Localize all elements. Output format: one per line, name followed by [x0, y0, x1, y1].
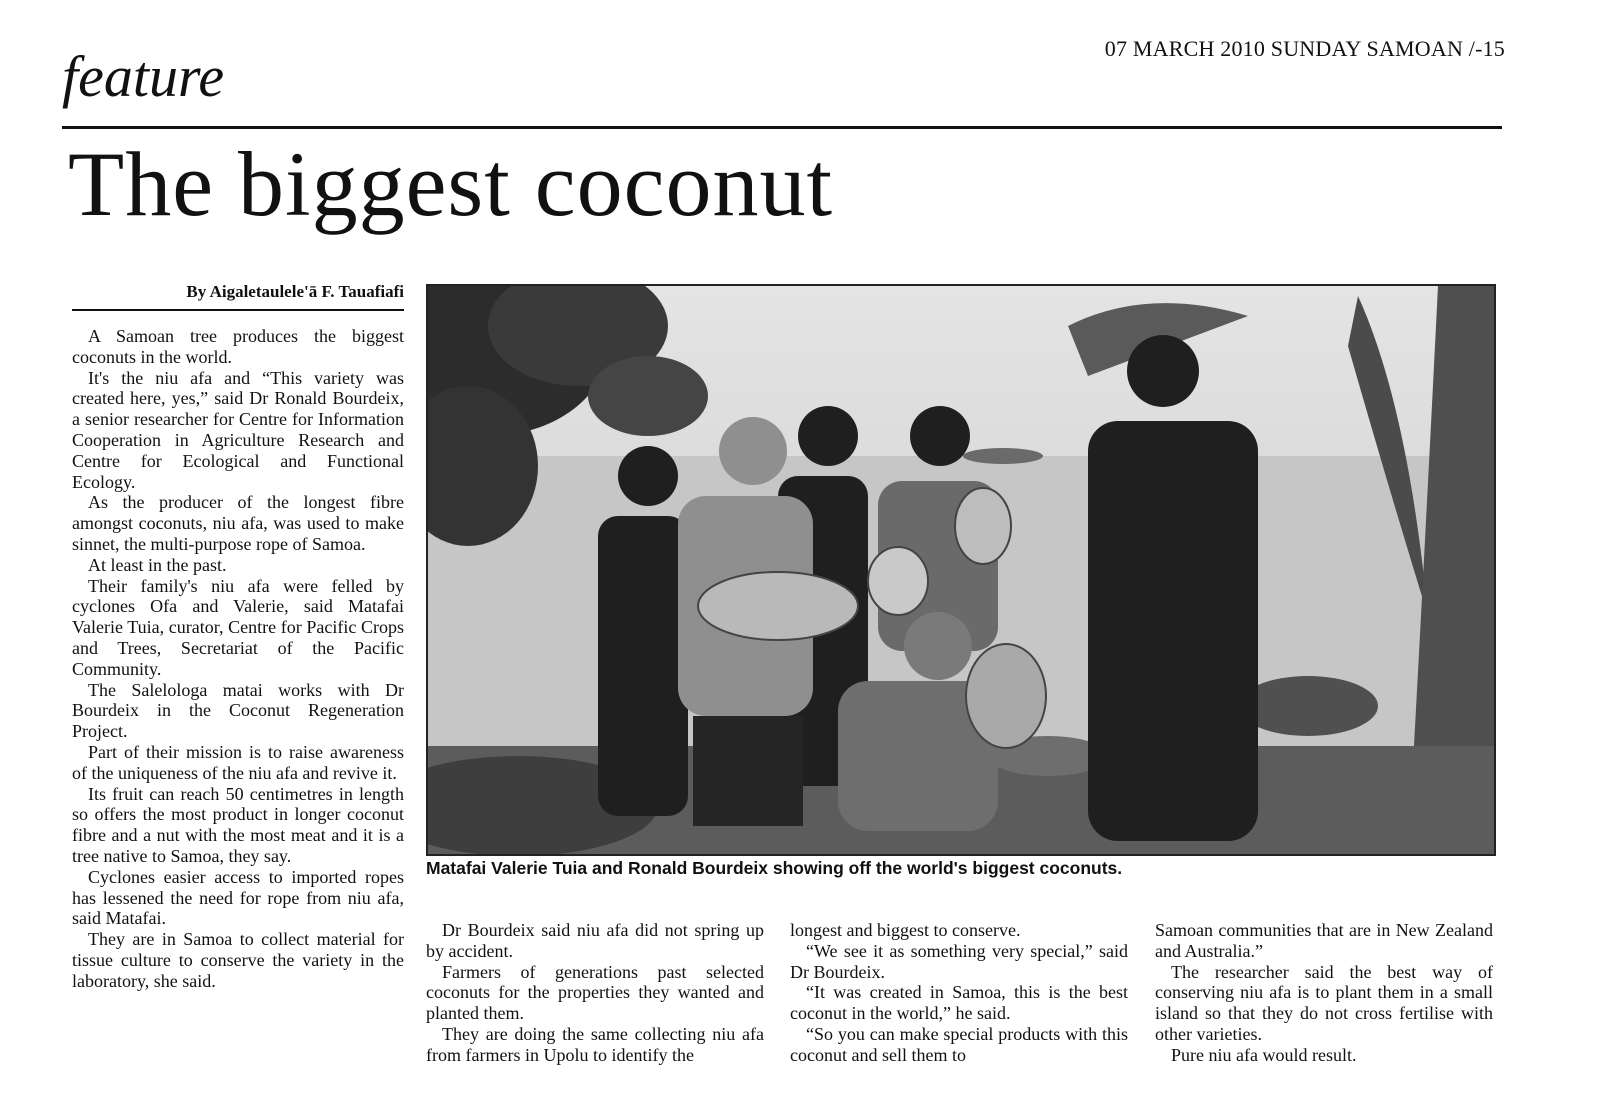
photo-illustration: [428, 286, 1494, 854]
article-column-4: [1155, 920, 1493, 1066]
section-label: feature: [62, 44, 225, 109]
paragraph: They are in Samoa to collect material for tissue culture to conserve the variety in the laboratory, she said.: [72, 929, 404, 991]
paragraph: Its fruit can reach 50 centimetres in length so offers the most product in longer coconut fibre and a nut with the most meat and it is a tree native to Samoa, they say.: [72, 783, 404, 866]
paragraph: Pure niu afa would result.: [1171, 1044, 1357, 1065]
headline: The biggest coconut: [68, 133, 834, 235]
article-column-2: [426, 920, 764, 1066]
paragraph: As the producer of the longest fibre amongst coconuts, niu afa, was used to make sinnet, the multi-purpose rope of Samoa.: [72, 492, 404, 554]
paragraph: At least in the past.: [88, 554, 227, 575]
paragraph: “It was created in Samoa, this is the best coconut in the world,” he said.: [790, 982, 1128, 1024]
paragraph: “So you can make special products with this coconut and sell them to: [790, 1023, 1128, 1065]
paragraph: They are doing the same collecting niu afa from farmers in Upolu to identify the: [426, 1023, 764, 1065]
paragraph: The researcher said the best way of conserving niu afa is to plant them in a small island so that they do not cross fertilise with other varieties.: [1155, 961, 1493, 1044]
paragraph: Part of their mission is to raise awareness of the uniqueness of the niu afa and revive it.: [72, 741, 404, 783]
paragraph: longest and biggest to conserve.: [790, 920, 1021, 940]
byline-rule: [72, 309, 404, 311]
paragraph: The Salelologa matai works with Dr Bourdeix in the Coconut Regeneration Project.: [72, 679, 404, 742]
article-column-3: [790, 920, 1128, 1066]
article-photo: [426, 284, 1496, 856]
paragraph: Cyclones easier access to imported ropes has lessened the need for rope from niu afa, said Matafai.: [72, 866, 404, 929]
paragraph: Samoan communities that are in New Zealand and Australia.”: [1155, 920, 1493, 961]
paragraph: Farmers of generations past selected coconuts for the properties they wanted and planted them.: [426, 961, 764, 1024]
paragraph: Dr Bourdeix said niu afa did not spring up by accident.: [426, 920, 764, 961]
paragraph: “We see it as something very special,” said Dr Bourdeix.: [790, 940, 1128, 982]
photo-caption: Matafai Valerie Tuia and Ronald Bourdeix showing off the world's biggest coconuts.: [426, 858, 1123, 878]
header-rule: [62, 126, 1502, 129]
paragraph: It's the niu afa and “This variety was created here, yes,” said Dr Ronald Bourdeix, a senior researcher for Centre for Information Cooperation in Agriculture Research and Centre for Ecological and Functional Ecology.: [72, 367, 404, 492]
dateline: 07 MARCH 2010 SUNDAY SAMOAN /-15: [1104, 36, 1505, 61]
paragraph: A Samoan tree produces the biggest coconuts in the world.: [72, 326, 404, 367]
paragraph: Their family's niu afa were felled by cyclones Ofa and Valerie, said Matafai Valerie Tuia, curator, Centre for Pacific Crops and Trees, Secretariat of the Pacific Community.: [72, 575, 404, 679]
byline: By Aigaletaulele'ā F. Tauafiafi: [186, 282, 404, 301]
article-column-1: [72, 326, 404, 992]
